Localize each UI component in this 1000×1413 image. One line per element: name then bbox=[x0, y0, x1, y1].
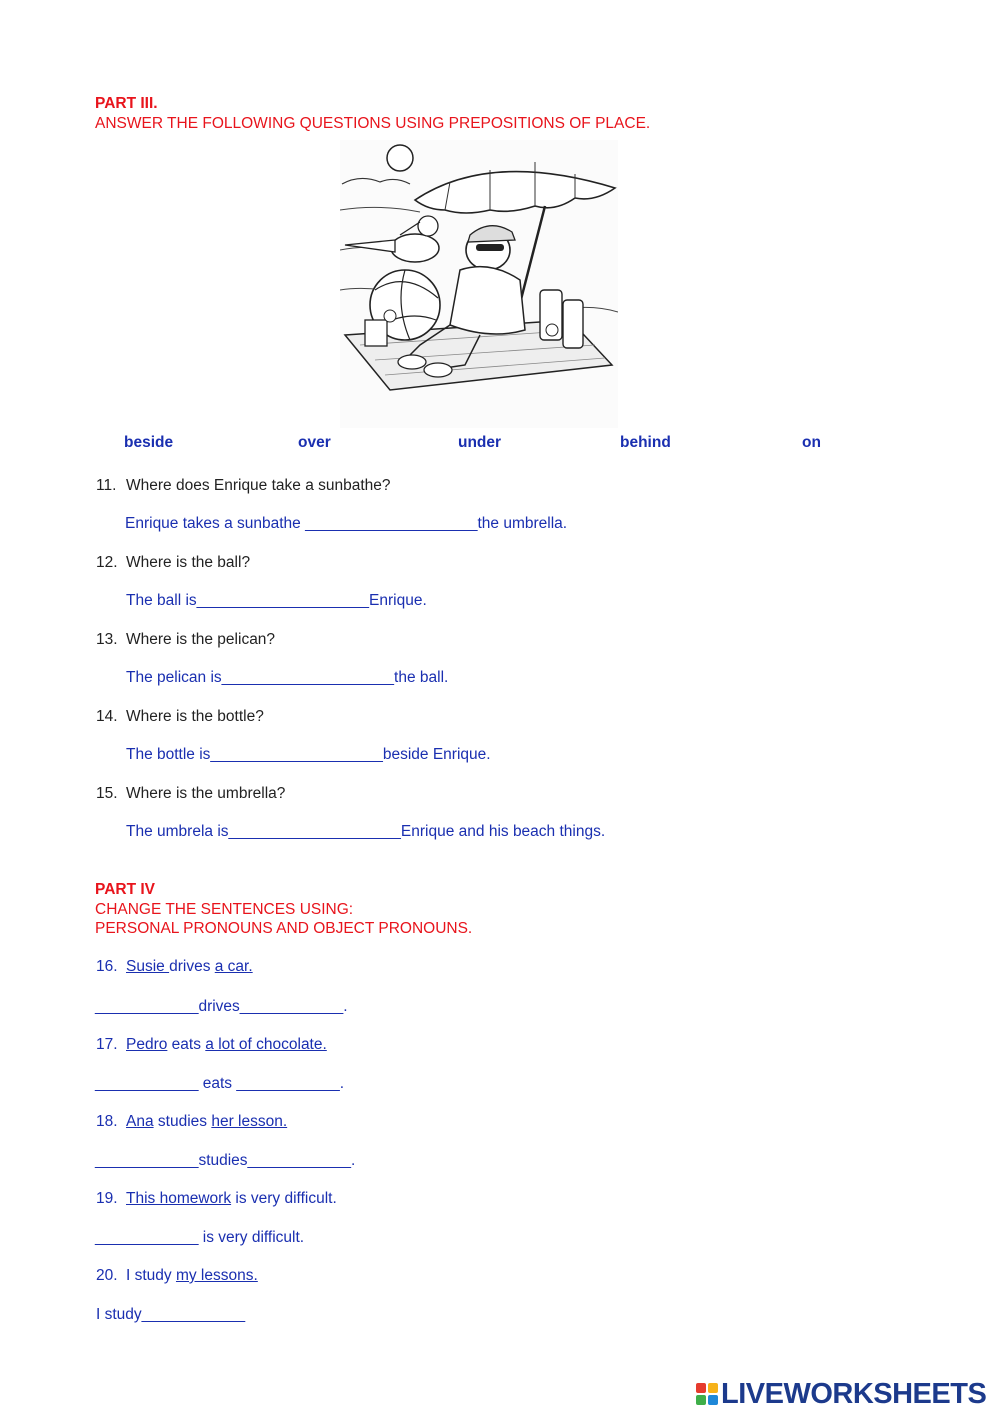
word-bank-beside: beside bbox=[124, 434, 174, 451]
word-bank-under: under bbox=[458, 434, 502, 451]
logo-text: LIVEWORKSHEETS bbox=[721, 1377, 987, 1410]
answer-17[interactable]: ____________ eats ____________. bbox=[95, 1075, 345, 1092]
answer-13[interactable]: The pelican is____________________the ball. bbox=[126, 669, 449, 686]
answer-18[interactable]: ____________studies____________. bbox=[95, 1152, 356, 1169]
question-11: 11. Where does Enrique take a sunbathe? bbox=[96, 477, 391, 494]
answer-11[interactable]: Enrique takes a sunbathe ____________________the umbrella. bbox=[125, 515, 568, 532]
answer-16[interactable]: ____________drives____________. bbox=[95, 998, 348, 1015]
part4-instruction-2: PERSONAL PRONOUNS AND OBJECT PRONOUNS. bbox=[95, 920, 473, 937]
logo-square-green bbox=[696, 1395, 706, 1405]
logo-square-red bbox=[696, 1383, 706, 1393]
question-13: 13. Where is the pelican? bbox=[96, 631, 276, 648]
beach-illustration bbox=[340, 140, 618, 428]
sentence-19: 19. This homework is very difficult. bbox=[96, 1190, 337, 1207]
part3-instruction: ANSWER THE FOLLOWING QUESTIONS USING PREPOSITIONS OF PLACE. bbox=[95, 115, 651, 132]
answer-20[interactable]: I study____________ bbox=[96, 1306, 246, 1323]
question-14: 14. Where is the bottle? bbox=[96, 708, 264, 725]
question-15: 15. Where is the umbrella? bbox=[96, 785, 286, 802]
answer-15[interactable]: The umbrela is____________________Enrique and his beach things. bbox=[126, 823, 606, 840]
word-bank-over: over bbox=[298, 434, 331, 451]
sentence-17: 17. Pedro eats a lot of chocolate. bbox=[96, 1036, 327, 1053]
answer-19[interactable]: ____________ is very difficult. bbox=[95, 1229, 305, 1246]
logo-grid-icon bbox=[696, 1383, 718, 1405]
part4-title: PART IV bbox=[95, 881, 155, 898]
sentence-20: 20. I study my lessons. bbox=[96, 1267, 258, 1284]
sentence-16: 16. Susie drives a car. bbox=[96, 958, 253, 975]
sentence-18: 18. Ana studies her lesson. bbox=[96, 1113, 288, 1130]
liveworksheets-logo[interactable] bbox=[696, 1377, 986, 1411]
answer-14[interactable]: The bottle is____________________beside Enrique. bbox=[126, 746, 491, 763]
word-bank-behind: behind bbox=[620, 434, 671, 451]
word-bank-on: on bbox=[802, 434, 821, 451]
logo-square-yellow bbox=[708, 1383, 718, 1393]
question-12: 12. Where is the ball? bbox=[96, 554, 251, 571]
answer-12[interactable]: The ball is____________________Enrique. bbox=[126, 592, 427, 609]
part3-title: PART III. bbox=[95, 95, 158, 112]
part4-instruction-1: CHANGE THE SENTENCES USING: bbox=[95, 901, 354, 918]
logo-square-blue bbox=[708, 1395, 718, 1405]
